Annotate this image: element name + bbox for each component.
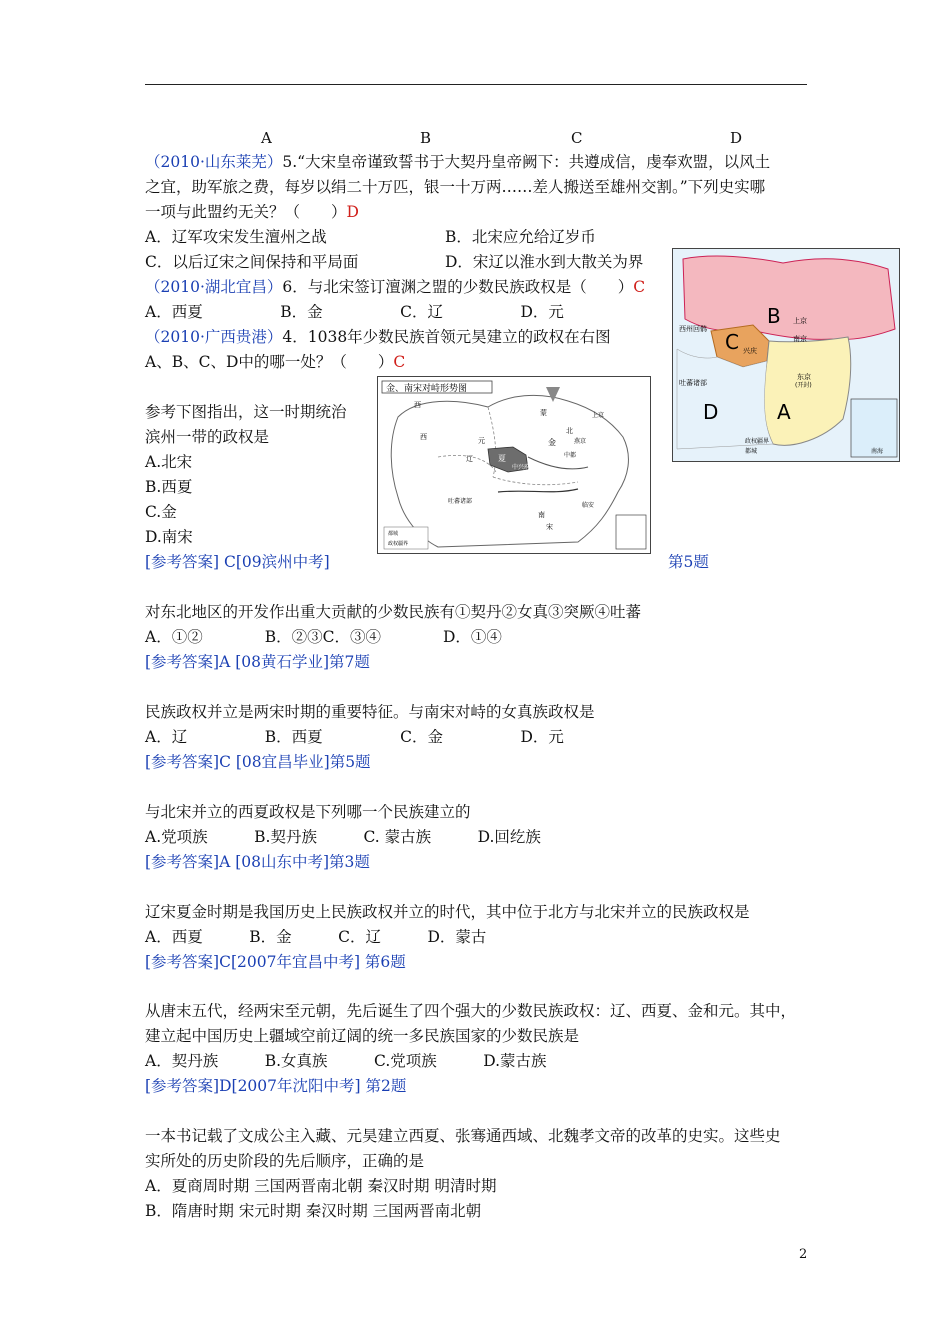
map-abcd-drawing <box>673 249 899 461</box>
q10-option-a: A．夏商周时期 三国两晋南北朝 秦汉时期 明清时期 <box>145 1177 497 1195</box>
map-abcd <box>672 248 900 462</box>
map-jin-song-drawing <box>378 377 650 553</box>
q4-option-d: D.南宋 <box>145 528 193 546</box>
svg-text:宋: 宋 <box>546 523 553 531</box>
page-number: 2 <box>799 1247 808 1262</box>
q2-options: A．西夏 B．金 C．辽 D．元 <box>145 303 564 321</box>
svg-text:辽: 辽 <box>466 455 473 463</box>
q2-source: （2010·湖北宜昌） <box>145 278 283 296</box>
svg-text:元: 元 <box>478 437 485 445</box>
q9-stem-line1: 从唐末五代，经两宋至元朝，先后诞生了四个强大的少数民族政权：辽、西夏、金和元。其中， <box>145 1002 797 1020</box>
q6-stem: 民族政权并立是两宋时期的重要特征。与南宋对峙的女真族政权是 <box>145 703 595 721</box>
map-label-c: C <box>725 330 739 354</box>
option-label-d: D <box>730 129 743 147</box>
svg-text:西: 西 <box>414 401 421 409</box>
svg-text:金: 金 <box>548 438 556 447</box>
option-label-c: C <box>571 129 583 147</box>
map-label-a: A <box>777 400 791 424</box>
svg-text:(开封): (开封) <box>795 382 812 389</box>
map-left-title: 金、南宋对峙形势图 <box>386 384 468 394</box>
svg-text:南: 南 <box>538 511 545 519</box>
svg-text:都城: 都城 <box>388 531 399 537</box>
svg-text:北: 北 <box>566 427 573 435</box>
q7-options: A.党项族 B.契丹族 C. 蒙古族 D.回纥族 <box>145 828 541 846</box>
q10-stem-line1: 一本书记载了文成公主入藏、元昊建立西夏、张骞通西域、北魏孝文帝的改革的史实。这些史 <box>145 1127 781 1145</box>
q9-stem-line2: 建立起中国历史上疆域空前辽阔的统一多民族国家的少数民族是 <box>145 1027 580 1045</box>
svg-text:夏: 夏 <box>498 454 506 463</box>
q4-option-b: B.西夏 <box>145 478 193 496</box>
q1-answer: D <box>346 203 359 221</box>
svg-text:都城: 都城 <box>745 448 758 455</box>
q5-options: A．①② B．②③C．③④ D．①④ <box>145 628 502 646</box>
svg-text:吐蕃诸部: 吐蕃诸部 <box>448 498 473 505</box>
svg-text:燕京: 燕京 <box>574 438 587 445</box>
q1-option-b: B．北宋应允给辽岁币 <box>445 228 596 246</box>
q3-line2: A、B、C、D中的哪一处？（ ）C <box>145 353 406 371</box>
q9-reference: [参考答案]D[2007年沈阳中考] 第2题 <box>145 1077 407 1095</box>
map-jin-song <box>377 376 651 554</box>
q5-stem: 对东北地区的开发作出重大贡献的少数民族有①契丹②女真③突厥④吐蕃 <box>145 603 642 621</box>
svg-text:南海: 南海 <box>871 448 884 455</box>
svg-text:兴庆: 兴庆 <box>743 347 757 355</box>
q4-reference-tail: 第5题 <box>668 553 709 571</box>
q10-stem-line2: 实所处的历史阶段的先后顺序，正确的是 <box>145 1152 425 1170</box>
svg-text:东京: 东京 <box>797 373 811 381</box>
q6-reference: [参考答案]C [08宜昌毕业]第5题 <box>145 753 371 771</box>
q7-reference: [参考答案]A [08山东中考]第3题 <box>145 853 370 871</box>
q4-reference: [参考答案] C[09滨州中考] <box>145 553 330 571</box>
header-rule <box>145 84 807 85</box>
q4-line2: 滨州一带的政权是 <box>145 428 270 446</box>
q10-option-b: B．隋唐时期 宋元时期 秦汉时期 三国两晋南北朝 <box>145 1202 482 1220</box>
q1-option-a: A．辽军攻宋发生澶州之战 <box>145 228 327 246</box>
q8-reference: [参考答案]C[2007年宜昌中考] 第6题 <box>145 953 406 971</box>
q1-option-d: D．宋辽以淮水到大散关为界 <box>445 253 644 271</box>
option-label-a: A <box>261 129 272 147</box>
q8-stem: 辽宋夏金时期是我国历史上民族政权并立的时代，其中位于北方与北宋并立的民族政权是 <box>145 903 750 921</box>
q9-options: A．契丹族 B.女真族 C.党项族 D.蒙古族 <box>145 1052 547 1070</box>
q4-line1: 参考下图指出，这一时期统治 <box>145 403 347 421</box>
q1-source: （2010·山东莱芜） <box>145 153 283 171</box>
svg-text:临安: 临安 <box>582 502 595 509</box>
q3-source: （2010·广西贵港） <box>145 328 283 346</box>
q2-stem: （2010·湖北宜昌）6．与北宋签订澶渊之盟的少数民族政权是（ ）C <box>145 278 646 296</box>
map-label-d: D <box>703 400 719 424</box>
q1-line1: （2010·山东莱芜）5.“大宋皇帝谨致誓书于大契丹皇帝阙下：共遵成信，虔奉欢盟，以风土 <box>145 153 771 171</box>
svg-text:政权疆界: 政权疆界 <box>745 438 770 445</box>
q4-option-c: C.金 <box>145 503 177 521</box>
q3-stem: （2010·广西贵港）4．1038年少数民族首领元昊建立的政权在右图 <box>145 328 611 346</box>
svg-text:南京: 南京 <box>793 335 807 343</box>
option-label-b: B <box>420 129 432 147</box>
q1-line3: 一项与此盟约无关？（ ）D <box>145 203 359 221</box>
q6-options: A．辽 B．西夏 C．金 D．元 <box>145 728 564 746</box>
q8-options: A．西夏 B．金 C．辽 D．蒙古 <box>145 928 487 946</box>
svg-text:蒙: 蒙 <box>540 409 547 417</box>
q1-option-c: C．以后辽宋之间保持和平局面 <box>145 253 359 271</box>
svg-text:上京: 上京 <box>793 317 807 325</box>
q7-stem: 与北宋并立的西夏政权是下列哪一个民族建立的 <box>145 803 471 821</box>
svg-text:西州回鹘: 西州回鹘 <box>679 325 707 333</box>
q2-answer: C <box>633 278 646 296</box>
q5-reference: [参考答案]A [08黄石学业]第7题 <box>145 653 370 671</box>
map-label-b: B <box>767 304 781 328</box>
svg-text:吐蕃诸部: 吐蕃诸部 <box>679 379 707 387</box>
svg-text:西: 西 <box>420 433 427 441</box>
q1-line2: 之宜，助军旅之费，每岁以绢二十万匹，银一十万两……差人搬送至雄州交割。”下列史实哪 <box>145 178 766 196</box>
q4-option-a: A.北宋 <box>145 453 193 471</box>
svg-text:中都: 中都 <box>564 452 577 459</box>
svg-text:中兴府: 中兴府 <box>512 464 531 471</box>
q3-answer: C <box>393 353 406 371</box>
svg-text:上京: 上京 <box>592 412 605 419</box>
svg-text:政权疆界: 政权疆界 <box>388 541 409 547</box>
